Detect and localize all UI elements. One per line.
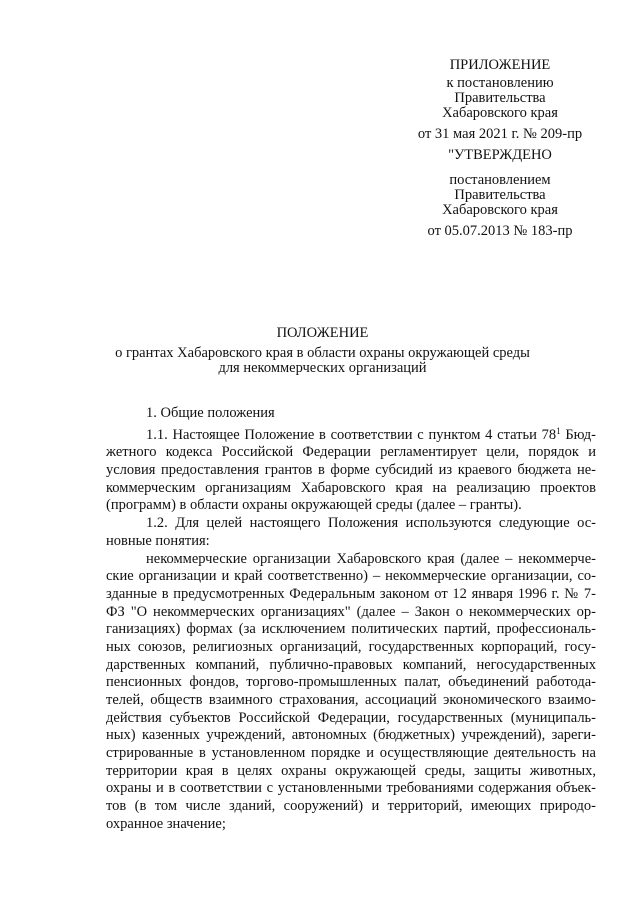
paragraph-line: условия предоставления грантов в форме субсидий из краевого бюджета не- xyxy=(106,462,596,479)
document-body xyxy=(106,405,596,834)
paragraph-line: ФЗ "О некоммерческих организациях" (далее – Закон о некоммерческих ор- xyxy=(106,603,596,620)
document-subtitle-line: для некоммерческих организаций xyxy=(218,360,427,376)
text-fragment: 1.1. Настоящее Положение в соответствии с пунктом 4 статьи 78 xyxy=(146,426,557,443)
paragraph-line: дарственных компаний, публично-правовых компаний, негосударственных xyxy=(106,656,596,673)
paragraph-line: коммерческим организациям Хабаровского края на реализацию проектов xyxy=(106,479,596,496)
stamp-line: постановлением xyxy=(449,172,551,188)
paragraph-line: территории края в целях охраны окружающей среды, защиты животных, xyxy=(106,762,596,779)
footnote-superscript: 1 xyxy=(556,425,561,436)
text-fragment: Бюд- xyxy=(560,426,596,443)
paragraph-line: охранное значение; xyxy=(106,815,226,832)
paragraph-line: ские организации и край соответственно) – некоммерческие организации, со- xyxy=(106,568,596,585)
paragraph-line: действия субъектов Российской Федерации, государственных (муниципаль- xyxy=(106,709,596,726)
paragraph-line: некоммерческие организации Хабаровского края (далее – некоммерче- xyxy=(146,550,596,567)
stamp-line: Правительства xyxy=(454,187,546,203)
paragraph-line: ганизациях) формах (за исключением политических партий, профессиональ- xyxy=(106,621,596,638)
stamp-line: Хабаровского края xyxy=(442,105,558,121)
paragraph-line: ных союзов, религиозных организаций, государственных корпораций, госу- xyxy=(106,638,596,655)
stamp-line: Правительства xyxy=(454,90,546,106)
paragraph-line: тов (в том числе зданий, сооружений) и территорий, имеющих природо- xyxy=(106,798,596,815)
stamp-line: к постановлению xyxy=(446,75,554,91)
paragraph-line: новные понятия: xyxy=(106,532,210,549)
document-subtitle-line: о грантах Хабаровского края в области охраны окружающей среды xyxy=(115,345,530,361)
paragraph-line: (программ) в области охраны окружающей среды (далее – гранты). xyxy=(106,497,522,514)
stamp-line: Хабаровского края xyxy=(442,202,558,218)
paragraph-line: ных) казенных учреждений, автономных (бюджетных) учреждений), зареги- xyxy=(106,727,596,744)
paragraph-line: 1.2. Для целей настоящего Положения используются следующие ос- xyxy=(146,515,596,532)
paragraph-line: зданные в предусмотренных Федеральным законом от 12 января 1996 г. № 7- xyxy=(106,585,596,602)
paragraph-line: охраны и в соответствии с установленными требованиями содержания объек- xyxy=(106,780,596,797)
section-heading: 1. Общие положения xyxy=(146,405,275,421)
paragraph-line xyxy=(106,427,596,445)
paragraph-line: жетного кодекса Российской Федерации регламентирует цели, порядок и xyxy=(106,444,596,461)
approved-label: "УТВЕРЖДЕНО xyxy=(448,147,552,163)
document-title: ПОЛОЖЕНИЕ xyxy=(276,325,369,341)
stamp-date: от 05.07.2013 № 183-пр xyxy=(427,223,573,239)
paragraph-line: стрированные в установленном порядке и осуществляющие деятельность на xyxy=(106,745,596,762)
paragraph-line: пенсионных фондов, торгово-промышленных палат, объединений работода- xyxy=(106,674,596,691)
approval-stamp xyxy=(395,58,605,239)
appendix-label: ПРИЛОЖЕНИЕ xyxy=(449,57,551,73)
stamp-date: от 31 мая 2021 г. № 209-пр xyxy=(417,126,583,142)
paragraph-line: телей, обществ взаимного страхования, ассоциаций экономического взаимо- xyxy=(106,692,596,708)
